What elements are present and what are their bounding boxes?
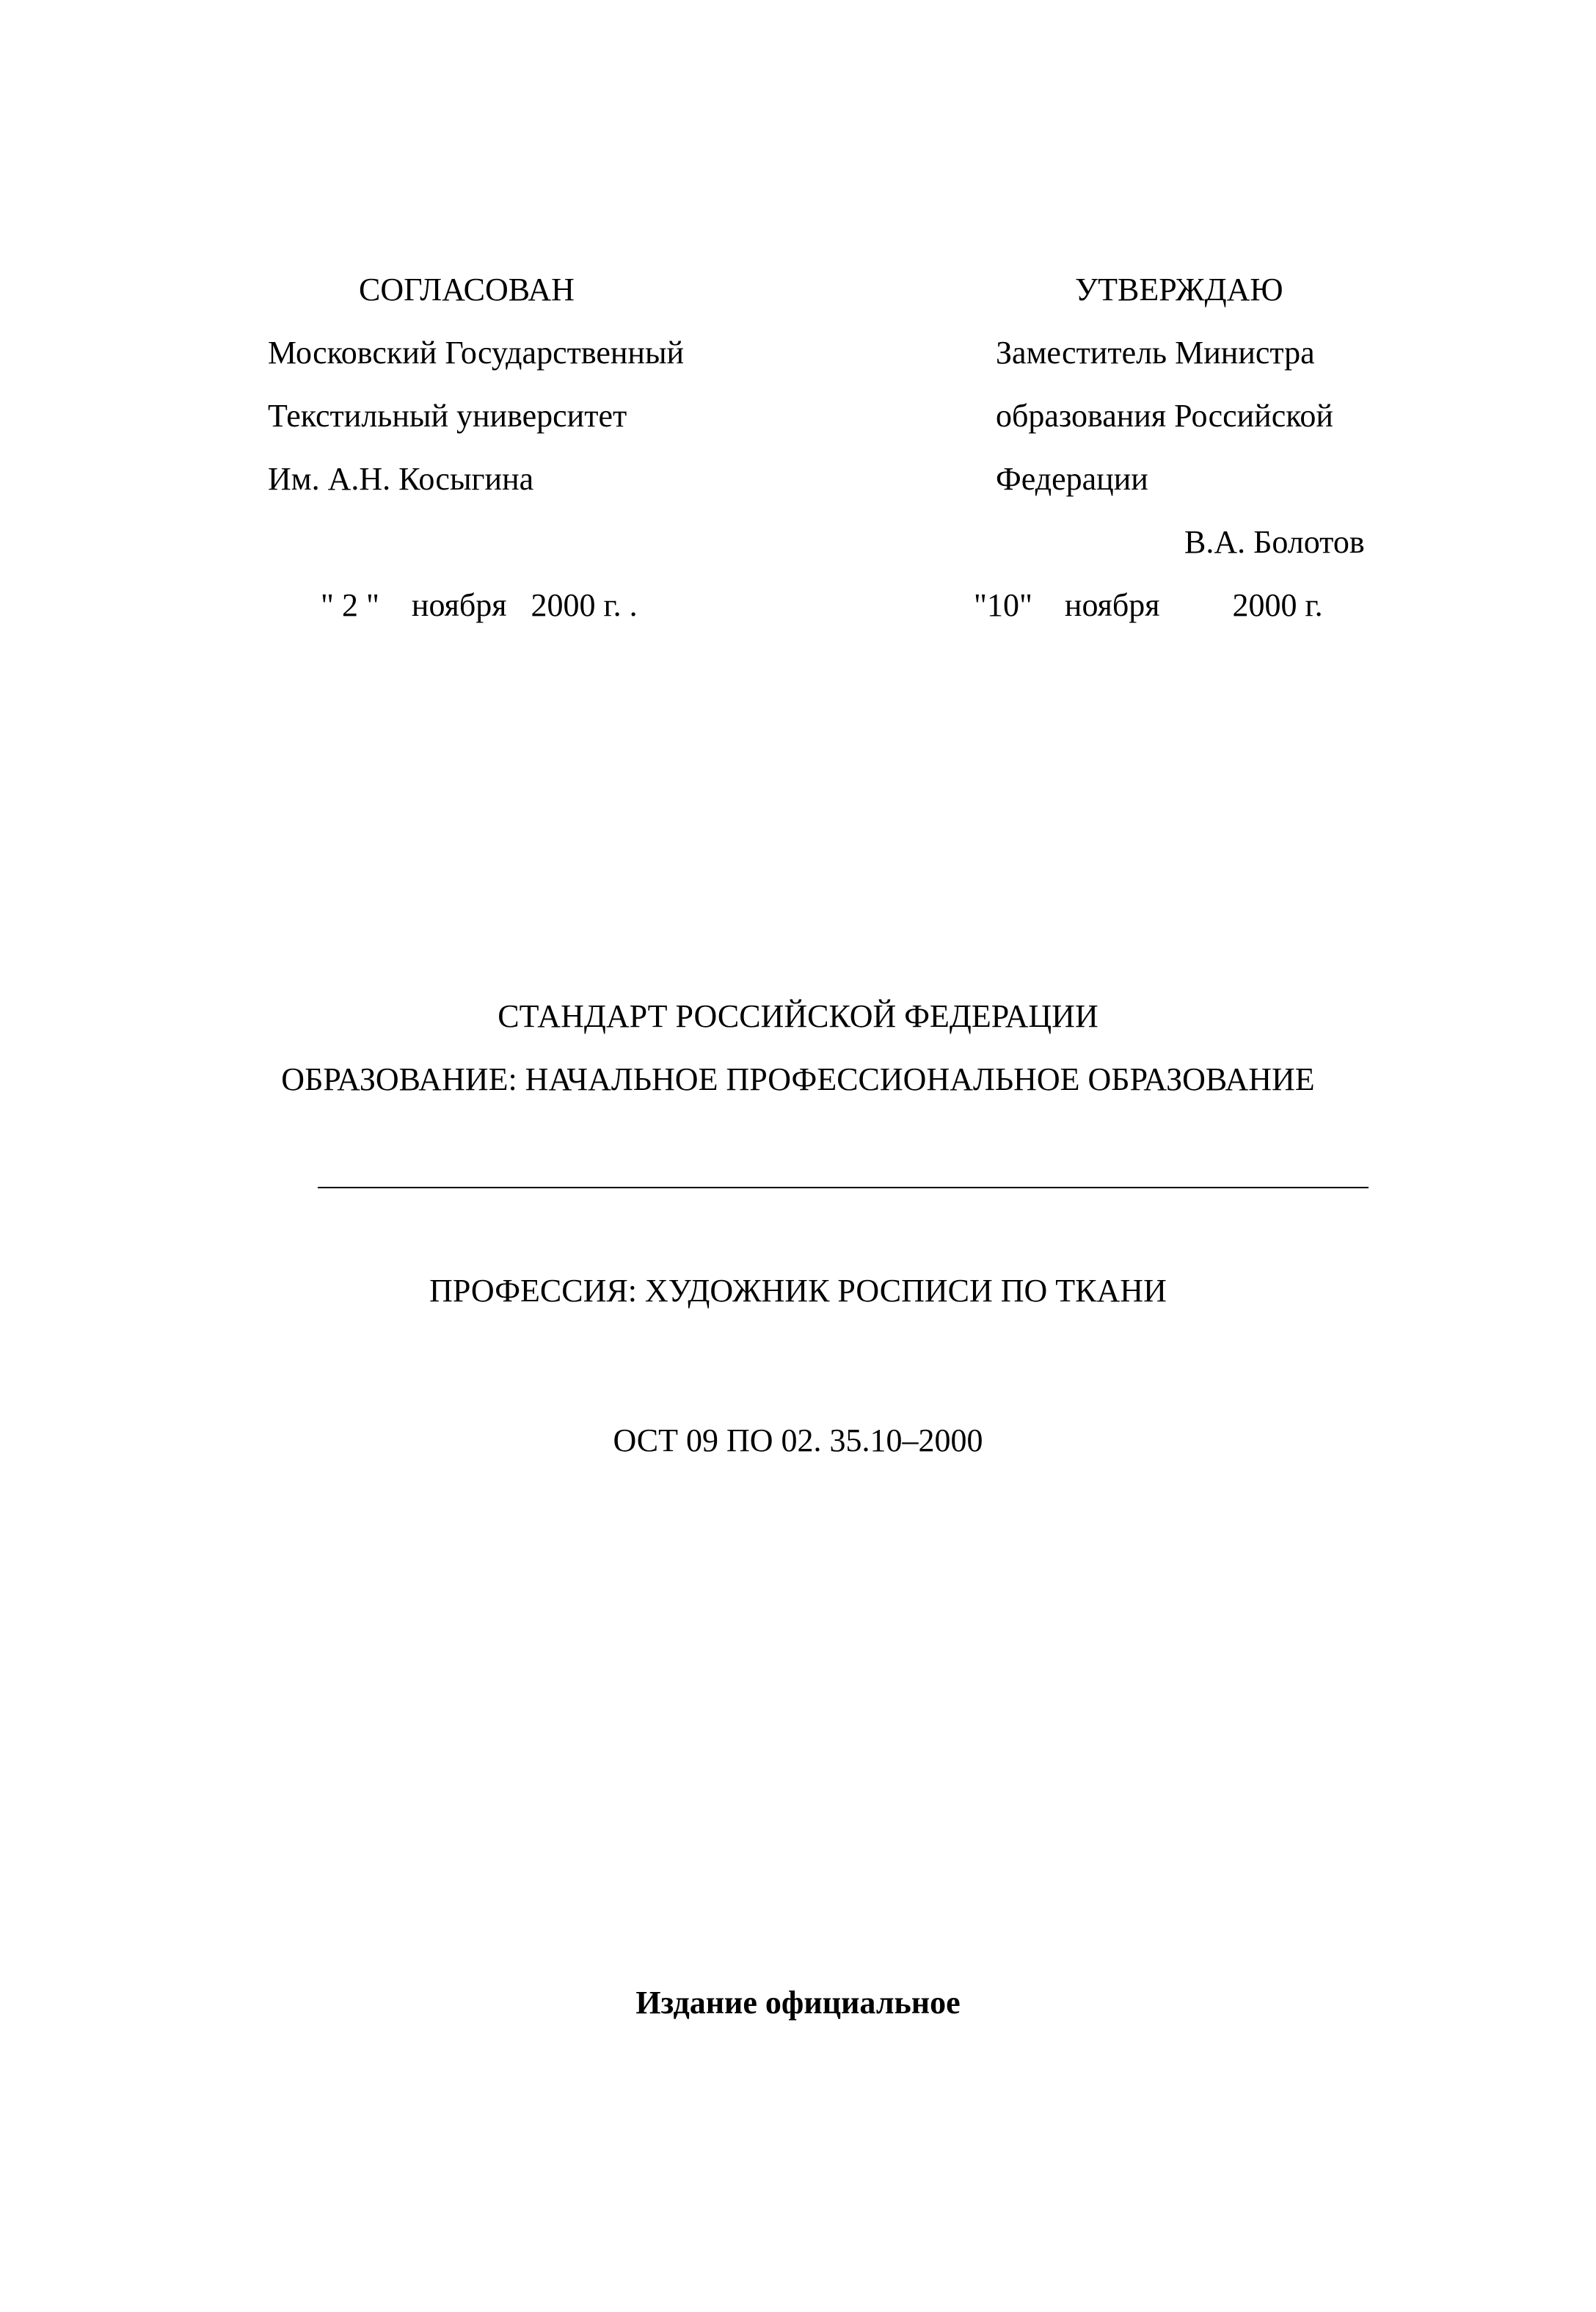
right-heading: УТВЕРЖДАЮ [1075, 272, 1283, 308]
left-date: " 2 " ноября 2000 г. . [321, 587, 638, 623]
right-signatory: В.А. Болотов [1184, 524, 1365, 560]
left-line-1: Московский Государственный [268, 335, 685, 371]
profession-title: ПРОФЕССИЯ: ХУДОЖНИК РОСПИСИ ПО ТКАНИ [429, 1273, 1167, 1309]
right-line-2: образования Российской [996, 398, 1333, 434]
left-line-2: Текстильный университет [268, 398, 627, 434]
standard-title: СТАНДАРТ РОССИЙСКОЙ ФЕДЕРАЦИИ [498, 998, 1098, 1034]
right-line-3: Федерации [996, 461, 1148, 497]
education-title: ОБРАЗОВАНИЕ: НАЧАЛЬНОЕ ПРОФЕССИОНАЛЬНОЕ ОБРАЗОВАНИЕ [281, 1061, 1315, 1097]
left-heading: СОГЛАСОВАН [359, 272, 575, 308]
edition-label: Издание официальное [635, 1985, 961, 2021]
horizontal-rule [318, 1187, 1369, 1188]
right-date: "10" ноября 2000 г. [974, 587, 1323, 623]
standard-code: ОСТ 09 ПО 02. 35.10–2000 [613, 1422, 983, 1458]
right-line-1: Заместитель Министра [996, 335, 1315, 371]
left-line-3: Им. А.Н. Косыгина [268, 461, 534, 497]
